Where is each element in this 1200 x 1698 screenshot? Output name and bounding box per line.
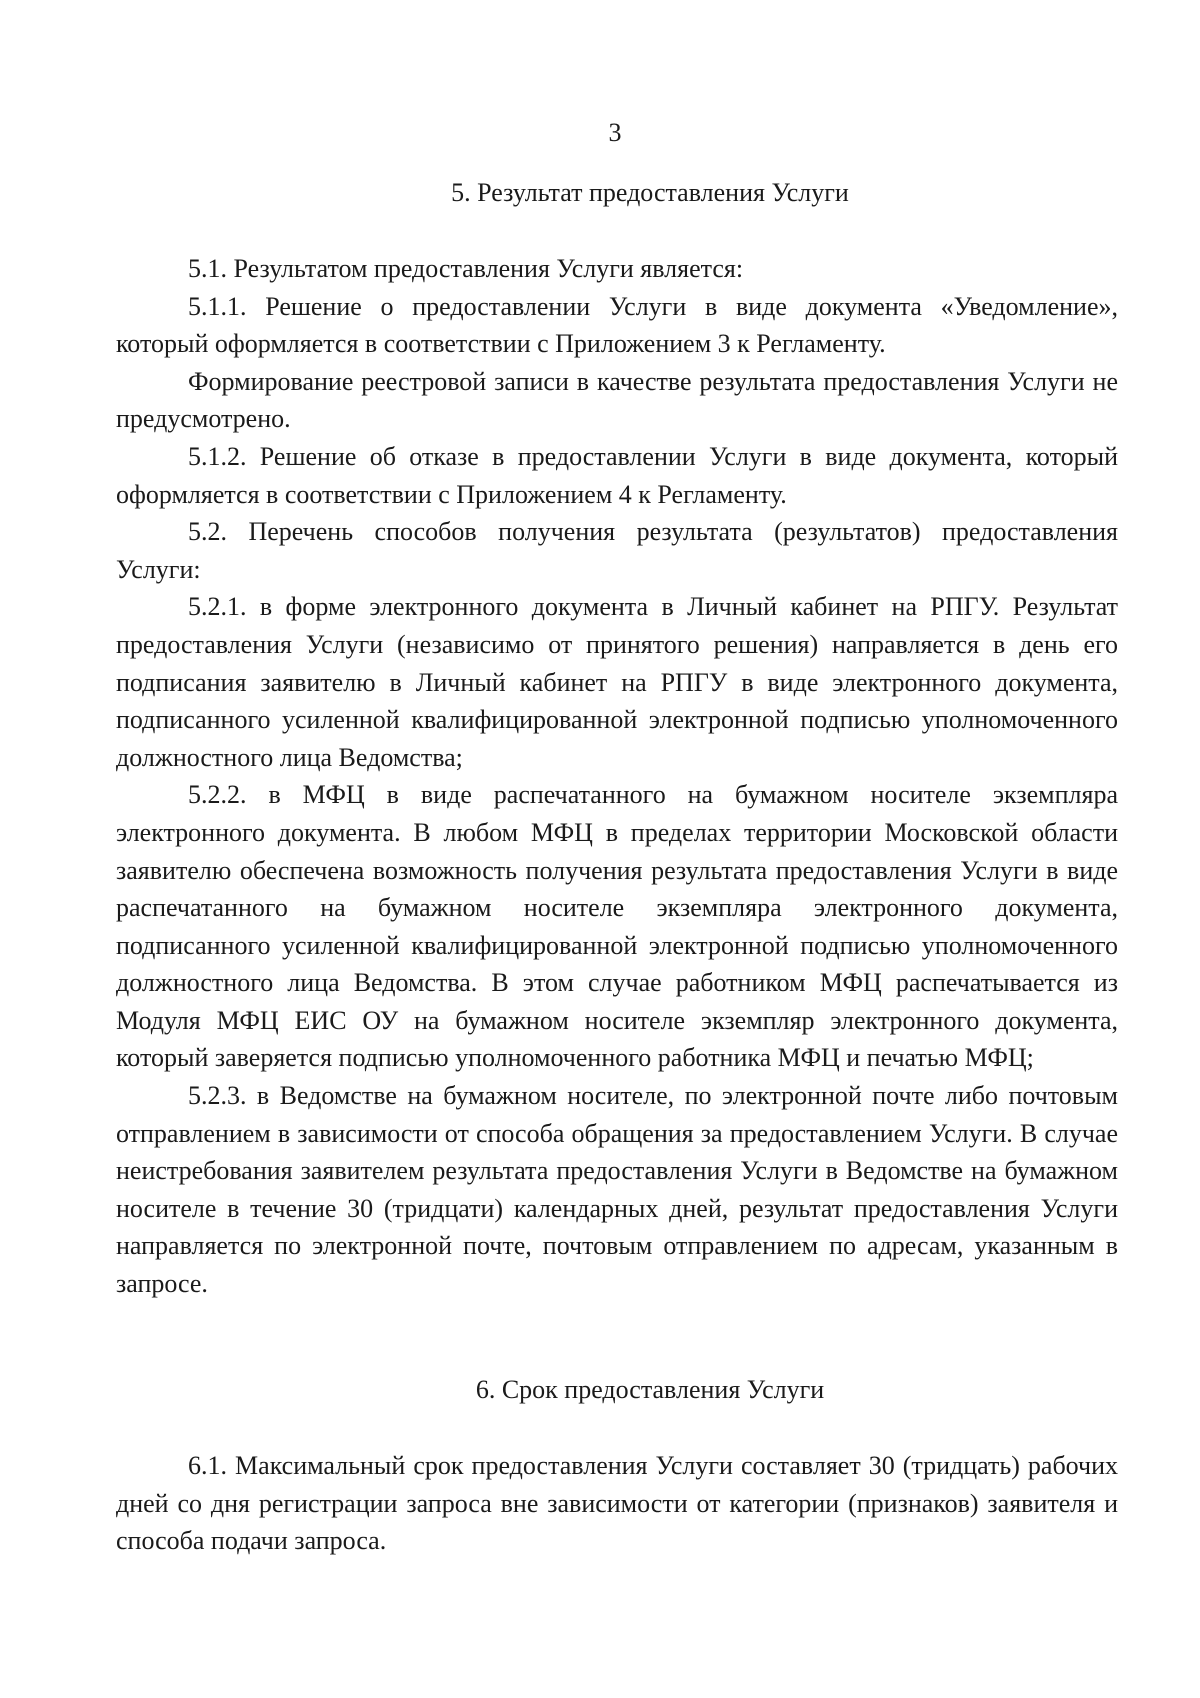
paragraph-5-2: 5.2. Перечень способов получения результата (результатов) предоставления Услуги: [116, 517, 1118, 584]
section-heading-5: 5. Результат предоставления Услуги [451, 178, 849, 207]
section-heading-6: 6. Срок предоставления Услуги [475, 1375, 825, 1404]
paragraph-5-1-1: 5.1.1. Решение о предоставлении Услуги в виде документа «Уведомление», который оформляется в соответствии с Приложением 3 к Регламенту. [116, 291, 1118, 359]
section-body-5 [116, 250, 1118, 1303]
paragraph-5-1-2: 5.1.2. Решение об отказе в предоставлении Услуги в виде документа, который оформляется в соответствии с Приложением 4 к Регламенту. [116, 441, 1118, 509]
paragraph-5-2-3: 5.2.3. в Ведомстве на бумажном носителе, по электронной почте либо почтовым отправлением в зависимости от способа обращения за предоставлением Услуги. В случае неистребования заявителем результата предоставления Услуги в Ведомстве на бумажном носителе в течение 30 (тридцати) календарных дней, результат предоставления Услуги направляется по электронной почте, почтовым отправлением по адресам, указанным в запросе. [116, 1081, 1118, 1299]
paragraph-5-1: 5.1. Результатом предоставления Услуги является: [188, 254, 744, 283]
paragraph-5-2-1: 5.2.1. в форме электронного документа в Личный кабинет на РПГУ. Результат предоставления Услуги (независимо от принятого решения) направляется в день его подписания заявителю в Личный кабинет на РПГУ в виде электронного документа, подписанного усиленной квалифицированной электронной подписью уполномоченного должностного лица Ведомства; [116, 592, 1118, 772]
section-body-6 [116, 1447, 1118, 1560]
paragraph-5-2-2: 5.2.2. в МФЦ в виде распечатанного на бумажном носителе экземпляра электронного документа. В любом МФЦ в пределах территории Московской области заявителю обеспечена возможность получения результата предоставления Услуги в виде распечатанного на бумажном носителе экземпляра электронного документа, подписанного усиленной квалифицированной электронной подписью уполномоченного должностного лица Ведомства. В этом случае работником МФЦ распечатывается из Модуля МФЦ ЕИС ОУ на бумажном носителе экземпляр электронного документа, который заверяется подписью уполномоченного работника МФЦ и печатью МФЦ; [116, 780, 1118, 1073]
page-number: 3 [608, 118, 622, 147]
paragraph-registry-note: Формирование реестровой записи в качестве результата предоставления Услуги не предусмотрено. [116, 366, 1118, 434]
paragraph-6-1: 6.1. Максимальный срок предоставления Услуги составляет 30 (тридцать) рабочих дней со дня регистрации запроса вне зависимости от категории (признаков) заявителя и способа подачи запроса. [116, 1451, 1118, 1556]
